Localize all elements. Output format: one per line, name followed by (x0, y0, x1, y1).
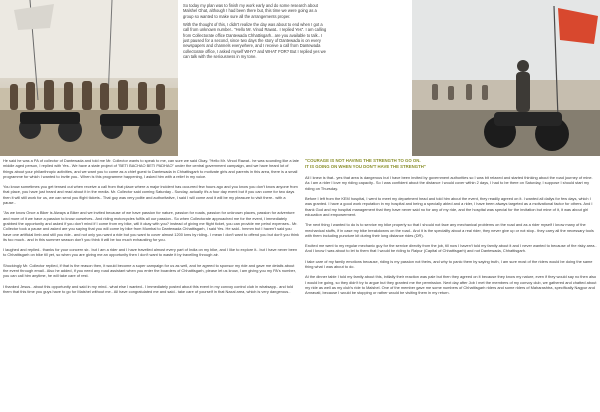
story-column-right (305, 158, 597, 410)
photo-riders-group-left (0, 0, 178, 156)
photo-rider-with-flag (412, 0, 600, 156)
story-paragraph: "As we know Once a Biker is Always a Biker and we invited because of we have passion for nature, passion for roads, passion for unknown places, passion for adventure and more of it we have a passion to know ourselves.. And riding motorcycles fulfils all our passion.. So when Collectorate approached me for the event, I immediately grabbed the opportunity and asked if you don't mind if I come from my bike, will it okay with you? instead of giving me flight ticket, you can provide me petrol expenses.. Mr. Collector took a pause and asked are you saying that you will come by bike from Mumbai to Dantewada Chhattisgarh, I said Yes. He said.. hmmm but I haven't said you have one artificial limb and still you ride.. and not only you want a ride but you want to cover almost 1200 kms by riding.. I mean I don't want to offend you but don't you think its too much.. and in this summer season don't you think it will be too much exhausting for you. (3, 210, 299, 242)
story-paragraph: I laughed and replied.. thanks for your concern sir.. but I am a rider and I have travelled almost every part of India on my bike, and I like to explore it.. but I have never been to Chhattisgarh on bike till yet, so when you are giving me an opportunity then I don't want to waste it by travelling through air. (3, 247, 298, 258)
story-paragraph: Shockingly Mr. Collector replied, if that is the reason then, it would become a super campaign for us as well, and he agreed to sponsor my ride and gave me details about the event through email.. Also he added, if you need any road assistant when you enter the boarders of Chhattisgarh, please let us know, I am giving you my PA's number, you can call him anytime, he will take care of rest. (3, 262, 296, 279)
riders-photo-illustration (0, 0, 178, 156)
rider-flag-photo-illustration (412, 0, 600, 156)
story-paragraph: Excited me went to my regular mechanic guy for the service directly from the job, till now I haven't told my family about it and I never wanted to because of the risky area.. And I know I was about to let to them that I would be riding to Raipur (Capital of Chhattisgarh) and not Dantewada, Chhattisgarh. (305, 243, 597, 254)
story-paragraph: At the dinner table I told my family about this, initially their reaction was pale but then they agreed on it because they know my nature, even if they would say no then also I would be going, so they didn't try to argue but they granted me the permission. Next day after Job I met the members of my convoy club, we gathered and chatted about my ride as well as my club's ride to Malshel. One of the member gave me some numbers of Chhattisgarh riders and some riders of Maharashtra, specifically Nagpur and Amravati, because I would be stopping or rather would be visiting them in my return. (305, 274, 597, 296)
pull-quote (305, 158, 597, 169)
story-paragraph: All I knew is that.. yes that area is dangerous but I have been invited by government authorities so I was bit relaxed and started thinking about the road journey of mine. As I am a rider I love my riding capacity.. So I was confident about the distance I would cover within 2 days, I had to be there on Saturday, I suppose I should start my riding on Thursday. (305, 175, 593, 191)
story-paragraph: I thanked Jesus.. about this opportunity and said in my mind.. what else I wanted.. I immediately posted about this event in my convoy control club in whatsapp.. and told them that this time you guys have to go for Malshel without me.. All have congratulated me and said.. take care of yourself in that Naxal area, which is very dangerous.. (3, 283, 294, 294)
story-paragraph: Before I left from the KEM hospital, I went to meet my department head and told him about the event, they readily agreed on it. I wanted all dailys for few days, which I was granted. I have a good work reputation in my hospital and being a specially abled and a rider, I have been always targeted as a motivational factor for others. And I thank God and my hospital management that they have never said no for any of my ride, and the hospital was special for the invitation but mine of it, it was about girl education and empowerment. (305, 196, 593, 217)
story-paragraph: He said he was a PA of collector of Dantewada and told me Mr. Collector wants to speak to me, can sure we said Okay. "Hello Mr. Vinod Rawat.. he was sounding like a late middle aged person, I replied with Yes.. We have a state project of "BETI BACHAO BETI PADHAO" under the central government campaign, and we have heard lot of things about your philanthropic activities, and we want you to come as a chief guest to Dantewada in Chhattisgarh to motivate girls and parents in this area, there is a small programme for which I wanted to invite you.. When is this programme happening, I asked him with a relief in my voice. (3, 158, 299, 179)
story-paragraph: You know sometimes you get tensed out when receive a call from that place where a major incident has occurred few hours ago and you know you don't know anyone from that place, you have just heard and read about it in the media. Mr. Collector said coming Saturday - Sunday, actually it's a four day event but if you can come for two days then it will still work for us, we can send you flight tickets.. That guy was very polite and authoritative, I said I will come and it will be my pleasure to visit there.. with a pause.. (3, 184, 298, 206)
intro-paragraph: With the thought of this, I didn't realize the day was about to end when I got a call from unknown number.. "Hello Mr. Vinod Rawat.. I replied Yes". I am calling from Collectorate office Dantewada Chhattisgarh.. are you available to talk.. I just paused for a second, since two days the story of Dantewada is on every newspapers and channels everywhere, and I receive a call from Dantewada collectorate office, I asked myself WHY? and WHAT FOR? But I replied yes we can talk with the seriousness in my tone. (183, 22, 327, 60)
story-column-left (3, 158, 299, 410)
intro-text-block (183, 3, 328, 156)
pull-quote-line: IT IS GOING ON WHEN YOU DON'T HAVE THE STRENGTH" (305, 163, 426, 169)
intro-paragraph: So today my plan was to finish my work early and do some research about Malshel Ghat, although I had been there but, this time we were going as a group so wanted to make sure all the arrangements proper. (183, 3, 318, 19)
pull-quote-line: "COURAGE IS NOT HAVING THE STRENGTH TO GO ON. (305, 158, 421, 163)
story-paragraph: I take care of my family emotions because, riding is my passion not theirs, and why to panic them by saying truth, I am sure most of the riders would be doing the same thing what I was about to do. (305, 258, 593, 270)
story-paragraph: The next thing I wanted to do is to service my bike properly so that I should not face any mechanical problems on the road and as a rider myself I know many of the mechanical stuffs, if in case my bike breakdowns on the road.. And it is the speciality about a real rider, they never give up or not stop.. they carry all the necessary tools with them including puncture kit during their long distance rides (DR). (305, 222, 594, 238)
